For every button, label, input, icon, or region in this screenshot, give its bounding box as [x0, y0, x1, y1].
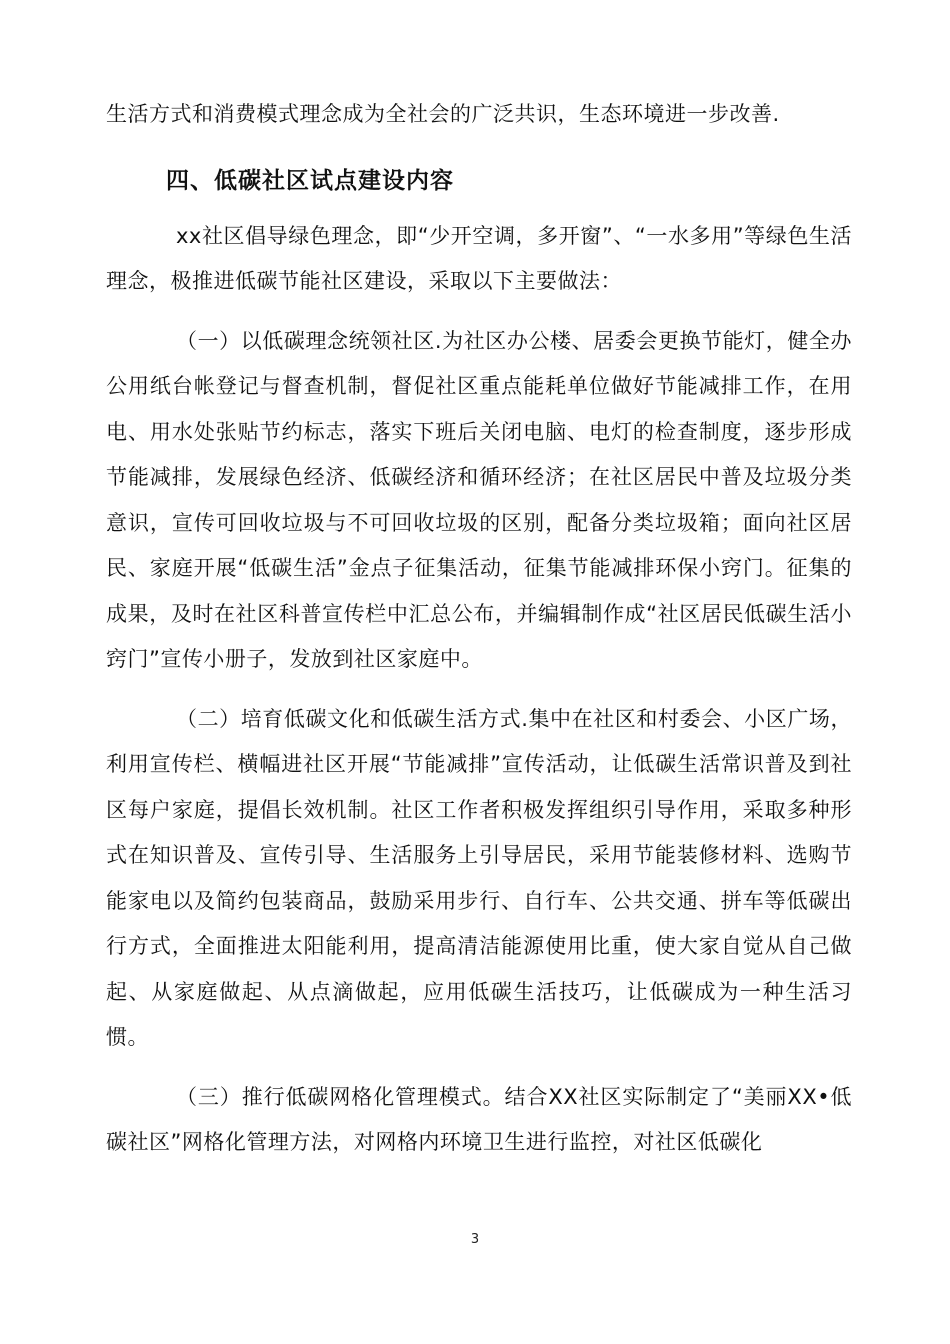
item-paragraph-1: （一）以低碳理念统领社区.为社区办公楼、居委会更换节能灯，健全办公用纸台帐登记与督查机制，督促社区重点能耗单位做好节能减排工作，在用电、用水处张贴节约标志，落实下班后关闭电脑、电灯的检查制度，逐步形成节能减排，发展绿色经济、低碳经济和循环经济；在社区居民中普及垃圾分类意识，宣传可回收垃圾与不可回收垃圾的区别，配备分类垃圾箱；面向社区居民、家庭开展“低碳生活”金点子征集活动，征集节能减排环保小窍门。征集的成果，及时在社区科普宣传栏中汇总公布，并编辑制作成“社区居民低碳生活小窍门”宣传小册子，发放到社区家庭中。 [106, 328, 852, 671]
intro-paragraph: xx社区倡导绿色理念，即“少开空调，多开窗”、“一水多用”等绿色生活理念，极推进低碳节能社区建设，采取以下主要做法： [106, 223, 852, 293]
item-paragraph-2: （二）培育低碳文化和低碳生活方式.集中在社区和村委会、小区广场，利用宣传栏、横幅进社区开展“节能减排”宣传活动，让低碳生活常识普及到社区每户家庭，提倡长效机制。社区工作者积极发挥组织引导作用，采取多种形式在知识普及、宣传引导、生活服务上引导居民，采用节能装修材料、选购节能家电以及简约包装商品，鼓励采用步行、自行车、公共交通、拼车等低碳出行方式，全面推进太阳能利用，提高清洁能源使用比重，使大家自觉从自己做起、从家庭做起、从点滴做起，应用低碳生活技巧，让低碳成为一种生活习惯。 [106, 706, 852, 1049]
lead-line: 生活方式和消费模式理念成为全社会的广泛共识，生态环境进一步改善. [106, 102, 780, 126]
item-paragraph-3: （三）推行低碳网格化管理模式。结合XX社区实际制定了“美丽XX•低碳社区”网格化管理方法，对网格内环境卫生进行监控，对社区低碳化 [106, 1084, 852, 1154]
document-body [106, 92, 852, 1166]
section-heading: 四、低碳社区试点建设内容 [166, 167, 454, 194]
page-number: 3 [470, 1232, 480, 1247]
